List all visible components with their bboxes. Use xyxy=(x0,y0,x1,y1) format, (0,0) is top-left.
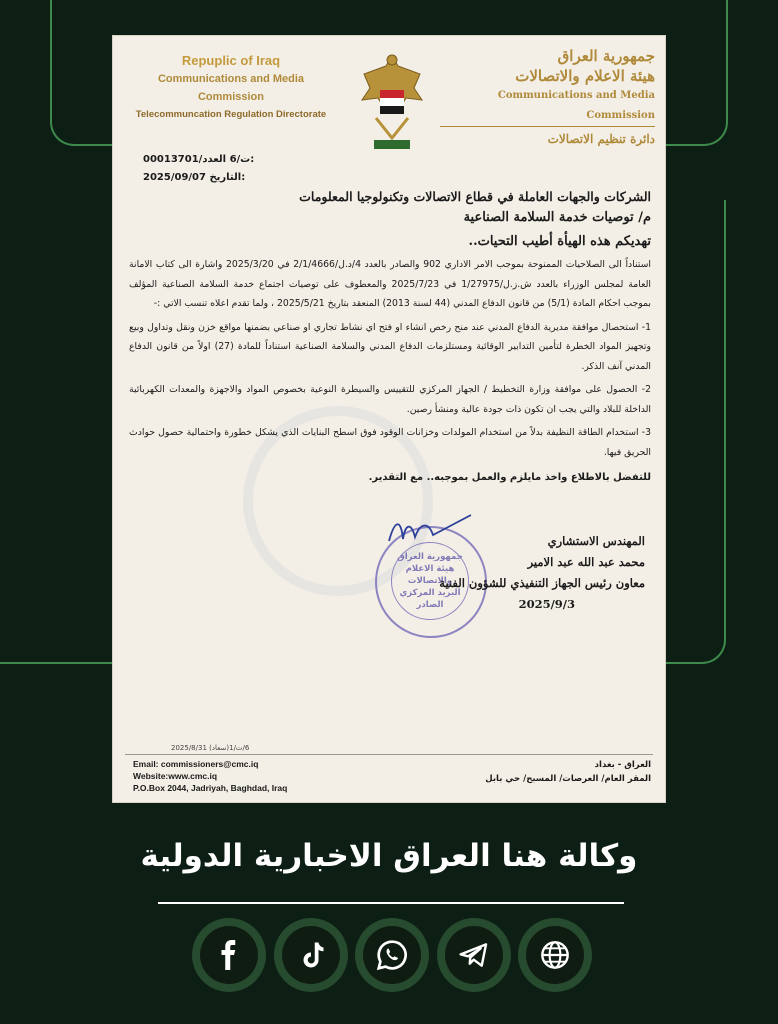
reference-date: 2025/09/07 xyxy=(143,172,206,183)
tiktok-icon xyxy=(296,940,326,970)
footer-small-ref: 6/ت/1(سعاد) 2025/8/31 xyxy=(171,744,250,752)
stamp-line3: البريد المركزي xyxy=(399,588,461,598)
footer-contact xyxy=(133,758,287,794)
header-en-line4: Telecommuncation Regulation Directorate xyxy=(135,109,327,120)
letter-item-2: 2- الحصول على موافقة وزارة التخطيط / الجهاز المركزي للتقييس والسيطرة النوعية بخصوص المواد والاجهزة والمعدات الكهربائية الداخلة للبلاد والتي يجب ان تكون ذات جودة عالية ومنشأ رصين. xyxy=(129,384,651,415)
letter-item-3: 3- استخدام الطاقة النظيفة بدلاً من استخدام المولدات وخزانات الوقود فوق اسطح البنايات الذي يشكل خطورة واحتمالية حصول حوادث الحريق فيها. xyxy=(129,427,651,458)
footer-email: Email: commissioners@cmc.iq xyxy=(133,759,259,769)
letter-body xyxy=(129,186,651,483)
stamp-line1: جمهورية العراق xyxy=(397,552,463,562)
header-ar-line1: جمهورية العراق xyxy=(557,47,655,65)
official-letter xyxy=(113,36,665,802)
reference-block xyxy=(143,154,254,190)
header-ar-line4: دائرة تنظيم الاتصالات xyxy=(440,126,655,149)
facebook-link[interactable] xyxy=(192,918,266,992)
whatsapp-link[interactable] xyxy=(355,918,429,992)
letter-item-1: 1- استحصال موافقة مديرية الدفاع المدني عند منح رخص انشاء او فتح اي نشاط تجاري او صناعي بضمنها مواقع خزن ونقل وتداول وبيع وتجهيز المواد الخطرة لتأمين التدابير الوقائية ومستلزمات الدفاع المدني والسلامة الصناعية استناداً للمادة (27) اولاً من قانون الدفاع المدني آنف الذكر. xyxy=(129,321,651,372)
footer-divider xyxy=(125,754,653,755)
footer-ar-line1: العراق - بغداد xyxy=(594,760,651,770)
header-ar-line3: Communications and Media Commission xyxy=(497,90,655,121)
header-en-line3: Commission xyxy=(197,91,264,103)
letter-recipient: الشركات والجهات العاملة في قطاع الاتصالات وتكنولوجيا المعلومات xyxy=(299,189,651,204)
telegram-link[interactable] xyxy=(437,918,511,992)
social-links xyxy=(192,918,592,994)
footer-website: Website:www.cmc.iq xyxy=(133,771,218,781)
handwritten-signature-icon xyxy=(385,511,475,551)
signer-position: معاون رئيس الجهاز التنفيذي للشؤون الفنية xyxy=(439,576,645,590)
footer-pobox: P.O.Box 2044, Jadriyah, Baghdad, Iraq xyxy=(133,783,288,793)
globe-icon xyxy=(539,939,571,971)
signature-block xyxy=(415,531,645,615)
reference-date-row xyxy=(143,172,254,183)
letter-paragraph: استناداً الى الصلاحيات الممنوحة بموجب الامر الاداري 902 والصادر بالعدد 4/د.ل/2/1/4666 في 2025/3/20 واشارة الى كتاب الامانة العامة لمجلس الوزراء بالعدد ش.ز.ل/1/27975 في 2025/7/23 والمعطوف على توصيات اجتماع خدمة السلامة الصناعية المؤلف بموجب احكام المادة (5/1) من قانون الدفاع المدني (44 لسنة 2013) المنعقد بتاريخ 2025/5/21 ، ولما تقدم اعلاه تنسب الاتي :- xyxy=(129,259,651,309)
signer-name: محمد عبد الله عبد الامير xyxy=(527,555,645,569)
tiktok-link[interactable] xyxy=(274,918,348,992)
header-ar-line2: هيئة الاعلام والاتصالات xyxy=(515,67,655,85)
letter-closing: للتفضل بالاطلاع واخذ مايلزم والعمل بموجبه.. مع التقدير. xyxy=(368,472,651,483)
whatsapp-icon xyxy=(376,939,408,971)
signature-date: 2025/9/3 xyxy=(518,597,575,611)
header-arabic xyxy=(440,46,655,149)
letter-greeting: تهديكم هذه الهيأة أطيب التحيات.. xyxy=(468,234,651,249)
stamp-line2: هيئة الاعلام والاتصالات xyxy=(405,564,455,586)
reference-number: 00013701/ت/6 xyxy=(143,154,251,165)
signer-title: المهندس الاستشاري xyxy=(547,534,645,548)
footer-ar-line2: المقر العام/ العرصات/ المسبح/ حي بابل xyxy=(485,774,651,784)
reference-date-label: التاريخ: xyxy=(209,172,246,183)
header-en-line1: Repuplic of Iraq xyxy=(181,53,281,68)
agency-name: وكالة هنا العراق الاخبارية الدولية xyxy=(140,838,638,874)
agency-divider xyxy=(158,902,624,904)
letter-subject: م/ توصيات خدمة السلامة الصناعية xyxy=(463,210,651,225)
footer-address xyxy=(485,758,651,786)
website-link[interactable] xyxy=(518,918,592,992)
iraq-coat-of-arms-icon xyxy=(356,48,428,158)
header-english xyxy=(121,52,341,124)
facebook-icon xyxy=(214,940,244,970)
header-en-line2: Communications and Media xyxy=(157,73,305,85)
telegram-icon xyxy=(458,939,490,971)
stamp-line4: الصادر xyxy=(416,600,444,610)
reference-number-row xyxy=(143,154,254,165)
reference-number-label: العدد: xyxy=(202,154,255,165)
